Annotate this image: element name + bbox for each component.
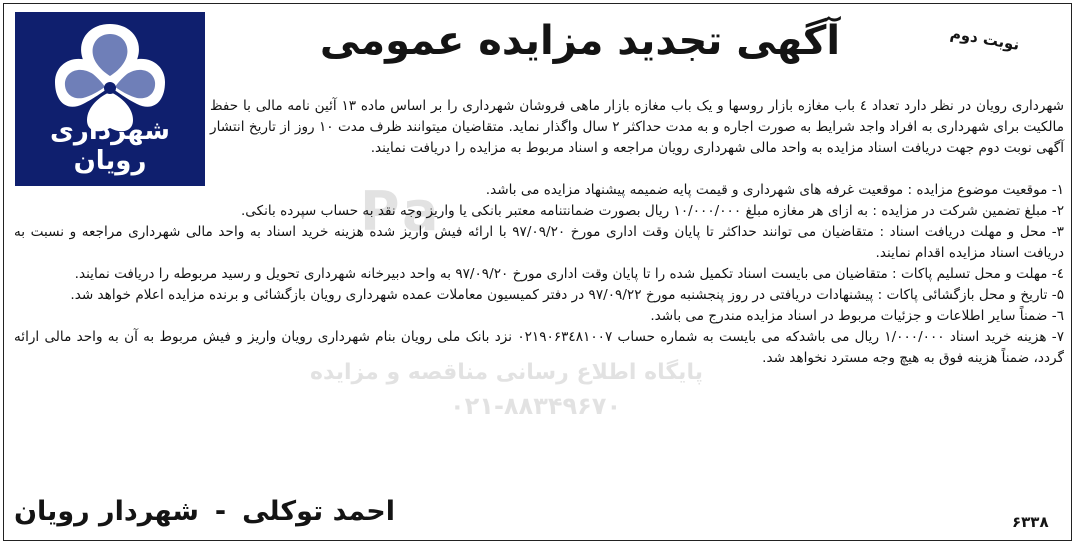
signature: [14, 496, 395, 527]
notice-item: ۷- هزینه خرید اسناد ۱/۰۰۰/۰۰۰ ریال می باشدکه می بایست به شماره حساب ۰۲۱۹۰۶۳٤۸۱۰۰۷ نزد بانک ملی رویان بنام شهرداری رویان واریز و فیش مربوط به آن به واحد مالی ارائه گردد، ضمناً هزینه فوق به هیچ وجه مسترد نخواهد شد.: [14, 329, 1064, 366]
notice-item: ۲- مبلغ تضمین شرکت در مزایده : به ازای هر مغازه مبلغ ۱۰/۰۰۰/۰۰۰ ریال بصورت ضمانتنامه معتبر بانکی یا واریز وجه نقد به حساب سپرده بانکی.: [240, 203, 1064, 219]
notice-item: ۱- موقعیت موضوع مزایده : موقعیت غرفه های شهرداری و قیمت پایه ضمیمه پیشنهاد مزایده می باشد.: [485, 182, 1064, 198]
watermark-phone: ۰۲۱-۸۸۳۴۹۶۷۰: [450, 392, 622, 420]
notice-items: [14, 180, 1064, 369]
signature-separator: -: [214, 496, 227, 527]
notice-item: ۵- تاریخ و محل بازگشائی پاکات : پیشنهادات دریافتی در روز پنجشنبه مورخ ۹۷/۰۹/۲۲ در دفتر کمیسیون معاملات عمده شهرداری رویان بازگشائی و برنده مزایده اعلام خواهد شد.: [70, 287, 1064, 303]
watermark-site-name: پایگاه اطلاع رسانی مناقصه و مزایده: [310, 360, 703, 385]
notice-item: ۳- محل و مهلت دریافت اسناد : متقاضیان می توانند حداکثر تا پایان وقت اداری مورخ ۹۷/۰۹/۲۰ با ارائه فیش واریز شده هزینه خرید اسناد به واحد مالی شهرداری مراجعه و نسبت به دریافت اسناد مزایده اقدام نمایند.: [14, 224, 1064, 261]
notice-item: ٤- مهلت و محل تسلیم پاکات : متقاضیان می بایست اسناد تکمیل شده را تا پایان وقت اداری مورخ ۹۷/۰۹/۲۰ به واحد دبیرخانه شهرداری تحویل و رسید مربوطه را دریافت نمایند.: [74, 266, 1064, 282]
municipality-logo: [15, 12, 205, 186]
signature-name: احمد توکلی: [242, 496, 396, 527]
turn-label: نوبت دوم: [948, 24, 1021, 54]
watermark-mark: Pa: [360, 180, 443, 243]
notice-code: ۶۳۳۸: [1012, 513, 1049, 531]
notice-item: ٦- ضمناً سایر اطلاعات و جزئیات مربوط در اسناد مزایده مندرج می باشد.: [650, 308, 1064, 324]
notice-title: آگهی تجدید مزایده عمومی: [319, 18, 841, 64]
notice-intro: شهرداری رویان در نظر دارد تعداد ٤ باب مغازه بازار روسها و یک باب مغازه بازار ماهی فروشان شهرداری را بر اساس ماده ۱۳ آئین نامه مالی با حفظ مالکیت برای شهرداری به افراد واجد شرایط به صورت اجاره و به مدت حداکثر ۲ سال واگذار نماید. متقاضیان میتوانند ظرف مدت ۱۰ روز از تاریخ انتشار آگهی نوبت دوم جهت دریافت اسناد مزایده به واحد مالی شهرداری رویان مراجعه و اسناد مربوط به مزایده را دریافت نمایند.: [210, 98, 1064, 156]
logo-text: شهرداری رویان: [50, 116, 170, 176]
signature-title: شهردار رویان: [14, 496, 199, 527]
